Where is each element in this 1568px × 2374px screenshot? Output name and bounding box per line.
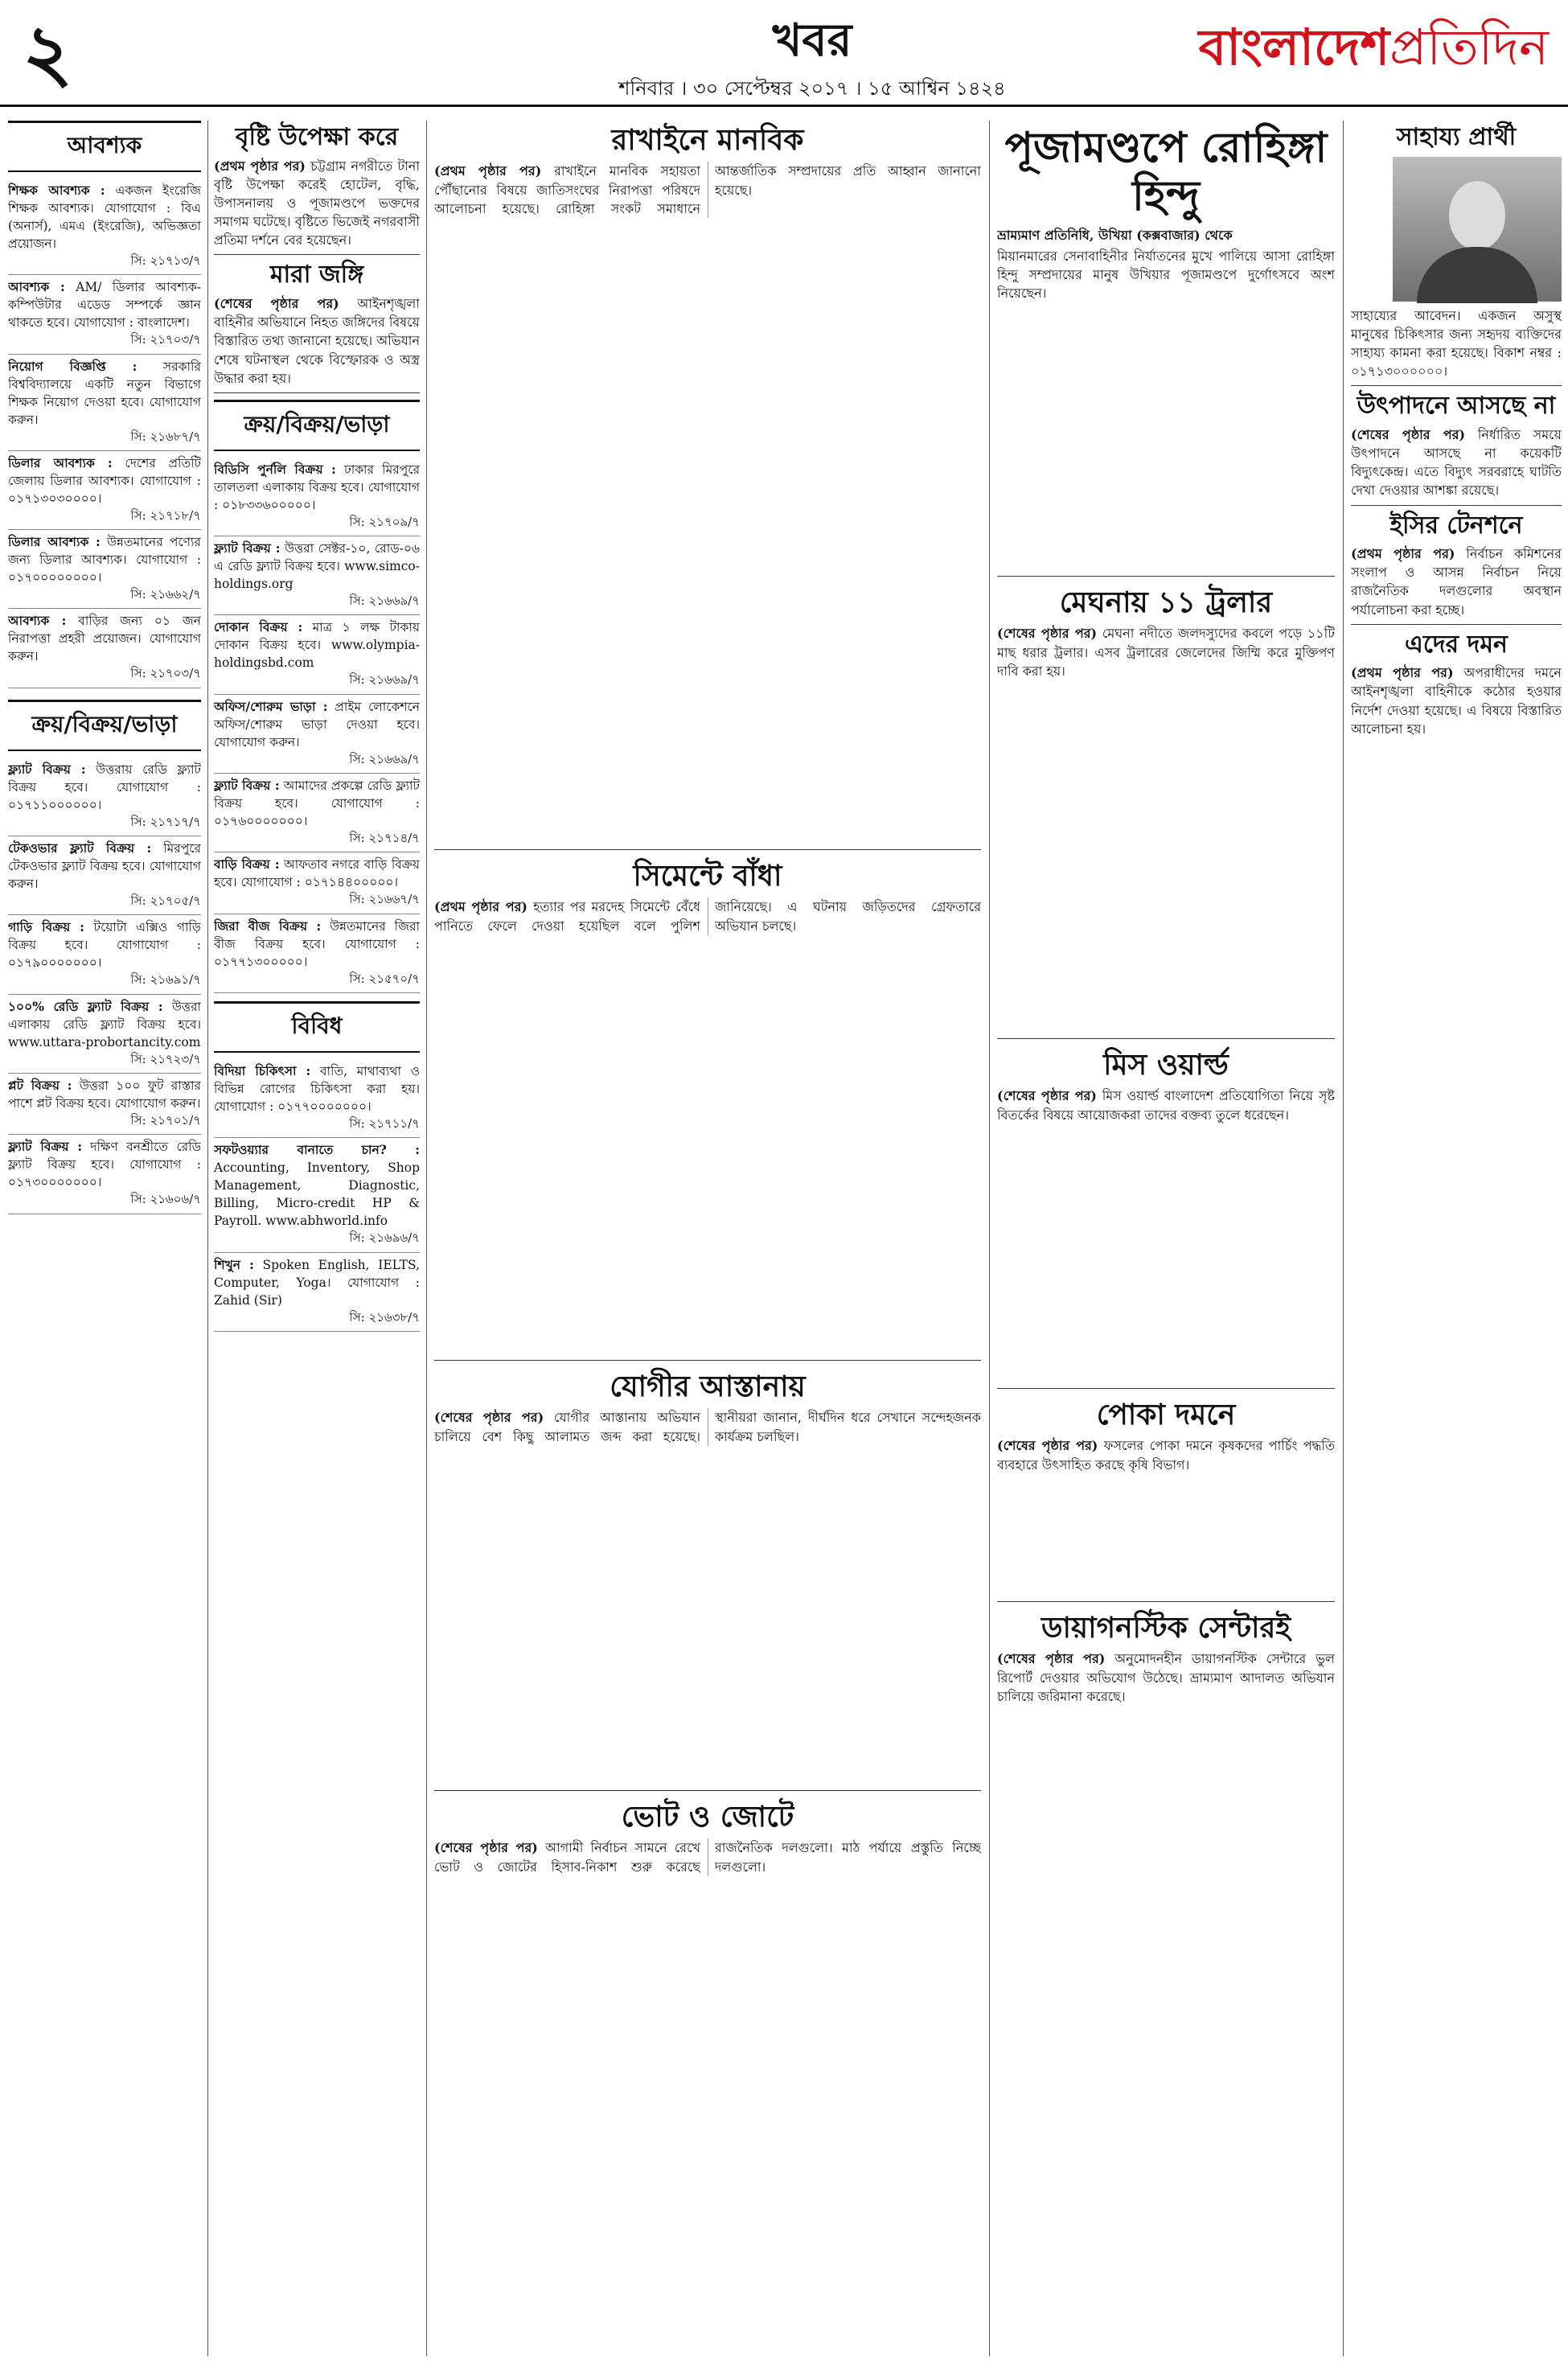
ad-lead: নিয়োগ বিজ্ঞপ্তি : — [8, 358, 138, 374]
story-text: মিস ওয়ার্ল্ড বাংলাদেশ প্রতিযোগিতা নিয়ে সৃষ্ট বিতর্কের বিষয়ে আয়োজকরা তাদের বক্তব্য তুলে ধরেছেন। — [997, 1088, 1335, 1123]
ad-code: সি: ২১৬৯১/৭ — [130, 972, 201, 988]
ad-lead: আবশ্যক : — [8, 279, 65, 295]
story-headline: পূজামণ্ডপে রোহিঙ্গা হিন্দু — [1004, 123, 1328, 220]
ad-code: সি: ২১৭০৩/৭ — [130, 332, 201, 347]
ad-lead: গাড়ি বিক্রয় : — [8, 919, 85, 935]
ad-code: সি: ২১৬৯৬/৭ — [349, 1230, 420, 1246]
ad-text: দেশের প্রতিটি জেলায় ডিলার আবশ্যক। যোগাযোগ : ০১৭১৩০৩০০০০। — [8, 455, 201, 506]
story-headline: মিস ওয়ার্ল্ড — [1103, 1048, 1229, 1082]
story-continuation: (প্রথম পৃষ্ঠার পর) — [434, 163, 542, 179]
ad-list — [8, 179, 201, 688]
ad-text: মিরপুরে টেকওভার ফ্ল্যাট বিক্রয় হবে। যোগাযোগ করুন। — [8, 841, 201, 892]
classifieds-column-1 — [8, 121, 201, 2356]
ad-code: সি: ২১৭১১/৭ — [349, 1115, 420, 1131]
story-body — [1351, 425, 1562, 500]
story-continuation: (প্রথম পৃষ্ঠার পর) — [434, 899, 527, 915]
ad-item — [214, 695, 420, 774]
ad-item — [8, 1135, 201, 1214]
story-headline: মারা জঙ্গি — [269, 261, 364, 290]
column-divider — [1343, 121, 1344, 2356]
ad-item — [214, 458, 420, 536]
story-headline: সাহায্য প্রার্থী — [1396, 123, 1517, 151]
ad-text: আমাদের প্রকল্পে রেডি ফ্ল্যাট বিক্রয় হবে। যোগাযোগ : ০১৭৬০০০০০০০। — [214, 778, 420, 829]
ad-item — [214, 774, 420, 852]
ad-item — [214, 615, 420, 694]
story-continuation: (প্রথম পৃষ্ঠার পর) — [1351, 546, 1455, 561]
ad-text: উত্তরা সেক্টর-১০, রোড-০৬ এ রেডি ফ্ল্যাট বিক্রয় হবে। www.simco-holdings.org — [214, 541, 420, 592]
ad-item — [8, 275, 201, 354]
ad-item — [8, 451, 201, 530]
column-divider — [207, 121, 208, 2356]
ad-code: সি: ২১৭০৫/৭ — [130, 893, 201, 909]
page-number: ২ — [23, 7, 73, 98]
story-text: নির্বাচন কমিশনের সংলাপ ও আসন্ন নির্বাচন নিয়ে রাজনৈতিক দলগুলোর অবস্থান পর্যালোচনা করা হচ্ছে। — [1351, 546, 1562, 618]
story-miss-world — [997, 1045, 1335, 1389]
ad-lead: শিখুন : — [214, 1256, 254, 1272]
story-poka — [997, 1395, 1335, 1602]
story-sahajya — [1351, 124, 1562, 386]
ad-text: একজন ইংরেজি শিক্ষক আবশ্যক। যোগাযোগ : বিএ (অনার্স), এমএ (ইংরেজি), অভিজ্ঞতা প্রয়োজন। — [8, 183, 201, 251]
ad-code: সি: ২১৭০১/৭ — [130, 1112, 201, 1127]
story-text: হত্যার পর মরদেহ সিমেন্টে বেঁধে পানিতে ফেলে দেওয়া হয়েছিল বলে পুলিশ জানিয়েছে। এ ঘটনায় জড়িতদের গ্রেফতারে অভিযান চলছে। — [434, 899, 981, 934]
story-body — [1351, 544, 1562, 619]
ad-text: AM/ ডিলার আবশ্যক- কম্পিউটার এডেড সম্পর্কে জ্ঞান থাকতে হবে। যোগাযোগ : বাংলাদেশ। — [8, 280, 201, 331]
classifieds-title: ক্রয়/বিক্রয়/ভাড়া — [8, 700, 201, 751]
ad-text: প্রাইম লোকেশনে অফিস/শোরুম ভাড়া দেওয়া হবে। যোগাযোগ করুন। — [214, 699, 420, 750]
ad-item — [214, 1059, 420, 1138]
ad-lead: সফটওয়্যার বানাতে চান? : — [214, 1142, 420, 1158]
story-body: সাহায্যের আবেদন। একজন অসুস্থ মানুষের চিকিৎসার জন্য সহৃদয় ব্যক্তিদের সাহায্য কামনা করা হয়েছে। বিকাশ নম্বর : ০১৭১৩০০০০০০। — [1351, 307, 1562, 380]
classifieds-title: আবশ্যক — [8, 121, 201, 172]
ad-code: সি: ২১৬৬৯/৭ — [349, 751, 420, 766]
classifieds-title: ক্রয়/বিক্রয়/ভাড়া — [214, 400, 420, 451]
story-continuation: (শেষের পৃষ্ঠার পর) — [997, 626, 1098, 642]
ad-lead: ডিলার আবশ্যক : — [8, 534, 101, 550]
story-headline: মেঘনায় ১১ ট্রলার — [1059, 585, 1273, 619]
story-body: মিয়ানমারের সেনাবাহিনীর নির্যাতনের মুখে পালিয়ে আসা রোহিঙ্গা হিন্দু সম্প্রদায়ের মানুষ উখিয়ার পূজামণ্ডপে দুর্গোৎসবে অংশ নিয়েছেন। — [997, 248, 1335, 301]
ad-text: ঢাকার মিরপুরে তালতলা এলাকায় বিক্রয় হবে। যোগাযোগ : ০১৮৩৩৬০০০০০। — [214, 462, 420, 512]
story-text: নির্ধারিত সময়ে উৎপাদনে আসছে না কয়েকটি বিদ্যুৎকেন্দ্র। এতে বিদ্যুৎ সরবরাহে ঘাটতি দেখা দেওয়ার আশঙ্কা রয়েছে। — [1351, 426, 1562, 499]
ad-text: উন্নতমানের পণ্যের জন্য ডিলার আবশ্যক। যোগাযোগ : ০১৭০০০০০০০০। — [8, 535, 201, 585]
story-continuation: (প্রথম পৃষ্ঠার পর) — [1351, 665, 1454, 681]
story-continuation: (শেষের পৃষ্ঠার পর) — [434, 1840, 538, 1856]
story-continuation: (শেষের পৃষ্ঠার পর) — [997, 1651, 1106, 1667]
ad-text: উত্তরায় রেডি ফ্ল্যাট বিক্রয় হবে। যোগাযোগ : ০১৭১১০০০০০০। — [8, 762, 201, 812]
ad-lead: ১০০% রেডি ফ্ল্যাট বিক্রয় : — [8, 998, 163, 1014]
story-utpadon — [1351, 392, 1562, 505]
ad-item — [8, 609, 201, 688]
ad-code: সি: ২১৫৭০/৭ — [349, 971, 420, 986]
ad-item — [214, 852, 420, 914]
story-text: রাখাইনে মানবিক সহায়তা পৌঁছানোর বিষয়ে জাতিসংঘের নিরাপত্তা পরিষদে আলোচনা হয়েছে। রোহিঙ্গা সংকট সমাধানে আন্তর্জাতিক সম্প্রদায়ের প্রতি আহ্বান জানানো হয়েছে। — [434, 163, 981, 216]
story-diagnostic — [997, 1608, 1335, 2337]
ad-item — [8, 355, 201, 451]
ad-lead: বাড়ি বিক্রয় : — [214, 856, 280, 873]
ad-lead: আবশ্যক : — [8, 613, 67, 629]
story-text: ফসলের পোকা দমনে কৃষকদের পার্চিং পদ্ধতি ব্যবহারে উৎসাহিত করছে কৃষি বিভাগ। — [997, 1438, 1335, 1472]
story-body — [434, 1408, 981, 1445]
ad-lead: টেকওভার ফ্ল্যাট বিক্রয় : — [8, 840, 152, 856]
story-continuation: (শেষের পৃষ্ঠার পর) — [1351, 426, 1466, 442]
story-text: যোগীর আস্তানায় অভিযান চালিয়ে বেশ কিছু আলামত জব্দ করা হয়েছে। স্থানীয়রা জানান, দীর্ঘদিন ধরে সেখানে সন্দেহজনক কার্যক্রম চলছিল। — [434, 1410, 981, 1444]
ad-code: সি: ২১৭২৩/৭ — [130, 1051, 201, 1066]
story-headline: ডায়াগনস্টিক সেন্টারই — [1041, 1611, 1291, 1645]
story-headline: রাখাইনে মানবিক — [611, 123, 804, 157]
story-text: অনুমোদনহীন ডায়াগনস্টিক সেন্টারে ভুল রিপোর্ট দেওয়ার অভিযোগ উঠেছে। ভ্রাম্যমাণ আদালত অভিযান চালিয়ে জরিমানা করেছে। — [997, 1651, 1335, 1704]
ad-list — [214, 1059, 420, 1332]
ad-text: বাতি, মাথাব্যথা ও বিভিন্ন রোগের চিকিৎসা করা হয়। যোগাযোগ : ০১৭৭০০০০০০০। — [214, 1063, 420, 1114]
ad-item — [8, 915, 201, 994]
ad-text: মাত্র ১ লক্ষ টাকায় দোকান বিক্রয় হবে। www.olympia-holdingsbd.com — [214, 620, 420, 671]
story-body — [997, 1086, 1335, 1123]
ad-code: সি: ২১৭১৮/৭ — [130, 507, 201, 523]
story-vote — [434, 1797, 981, 2333]
center-news-block — [434, 121, 981, 2356]
ad-code: সি: ২১৬৬৭/৭ — [349, 892, 420, 907]
ad-item — [214, 1138, 420, 1252]
story-cement — [434, 856, 981, 1361]
ad-code: সি: ২১৬৬৯/৭ — [349, 672, 420, 688]
ad-item — [8, 1074, 201, 1135]
story-headline: সিমেন্টে বাঁধা — [633, 859, 782, 893]
story-jongi — [214, 261, 420, 392]
section-title: খবর — [772, 14, 852, 67]
ad-item — [214, 914, 420, 993]
ad-lead: শিক্ষক আবশ্যক : — [8, 183, 105, 198]
ad-item — [214, 1253, 420, 1332]
ad-code: সি: ২১৬০৬/৭ — [130, 1192, 201, 1207]
story-continuation: (শেষের পৃষ্ঠার পর) — [214, 295, 339, 311]
ad-lead: প্লট বিক্রয় : — [8, 1077, 72, 1093]
story-body — [214, 157, 420, 250]
ad-list — [214, 458, 420, 993]
ad-code: সি: ২১৬৬২/৭ — [130, 587, 201, 602]
story-body — [997, 624, 1335, 680]
ad-text: বাড়ির জন্য ০১ জন নিরাপত্তা প্রহরী প্রয়োজন। যোগাযোগ করুন। — [8, 614, 201, 664]
ad-code: সি: ২১৭০৯/৭ — [349, 514, 420, 529]
story-headline: পোকা দমনে — [1096, 1398, 1236, 1431]
story-text: আগামী নির্বাচন সামনে রেখে ভোট ও জোটের হিসাব-নিকাশ শুরু করেছে রাজনৈতিক দলগুলো। মাঠ পর্যায়ে প্রস্তুতি নিচ্ছে দলগুলো। — [434, 1840, 981, 1875]
ad-code: সি: ২১৭০৩/৭ — [130, 666, 201, 681]
ad-lead: বিডিসি পুর্নলি বিক্রয় : — [214, 461, 336, 477]
column-divider — [989, 121, 990, 2356]
story-body — [214, 294, 420, 388]
story-text: আইনশৃঙ্খলা বাহিনীর অভিযানে নিহত জঙ্গিদের বিষয়ে বিস্তারিত তথ্য জানানো হয়েছে। অভিযান শেষে ঘটনাস্থল থেকে বিস্ফোরক ও অস্ত্র উদ্ধার করা হয়। — [214, 295, 420, 386]
masthead — [0, 0, 1568, 107]
ad-item — [8, 179, 201, 275]
ad-lead: ফ্ল্যাট বিক্রয় : — [214, 778, 280, 794]
ad-item — [214, 536, 420, 615]
story-continuation: (শেষের পৃষ্ঠার পর) — [997, 1088, 1097, 1104]
story-continuation: (শেষের পৃষ্ঠার পর) — [997, 1438, 1098, 1454]
story-body — [434, 1838, 981, 1875]
ad-text: Spoken English, IELTS, Computer, Yoga। যোগাযোগ : Zahid (Sir) — [214, 1257, 420, 1308]
news-column-2 — [214, 121, 420, 2356]
newspaper-logo — [1198, 18, 1549, 76]
ad-code: সি: ২১৭১৭/৭ — [130, 814, 201, 829]
ad-code: সি: ২১৬৩৮/৭ — [349, 1309, 420, 1325]
story-continuation: (প্রথম পৃষ্ঠার পর) — [214, 158, 306, 174]
story-headline: যোগীর আস্তানায় — [610, 1370, 806, 1403]
right-column — [1351, 121, 1562, 2356]
story-byline: ভ্রাম্যমাণ প্রতিনিধি, উখিয়া (কক্সবাজার) থেকে — [997, 227, 1233, 243]
ad-item — [8, 836, 201, 915]
story-meghna — [997, 583, 1335, 1039]
ad-code: সি: ২১৭১৩/৭ — [130, 253, 201, 268]
ad-item — [8, 530, 201, 609]
ad-text: দক্ষিণ বনশ্রীতে রেডি ফ্ল্যাট বিক্রয় হবে। যোগাযোগ : ০১৭৩০০০০০০০। — [8, 1140, 201, 1190]
ad-item — [8, 758, 201, 836]
story-body — [997, 1649, 1335, 1706]
ad-code: সি: ২১৬৬৯/৭ — [349, 594, 420, 609]
story-body — [434, 897, 981, 934]
ad-text: উত্তরা এলাকায় রেডি ফ্ল্যাট বিক্রয় হবে। www.uttara-probortancity.com — [8, 999, 201, 1049]
shoulder-shape — [1417, 247, 1537, 303]
ad-lead: জিরা বীজ বিক্রয় : — [214, 918, 322, 934]
story-bristi — [214, 124, 420, 255]
story-isi — [1351, 512, 1562, 625]
ad-lead: দোকান বিক্রয় : — [214, 619, 303, 635]
dateline: শনিবার । ৩০ সেপ্টেম্বর ২০১৭ । ১৫ আশ্বিন ১৪২৪ — [618, 77, 1006, 100]
ad-lead: ডিলার আবশ্যক : — [8, 454, 113, 470]
story-headline: ইসির টেনশনে — [1389, 511, 1523, 540]
story-headline: এদের দমন — [1405, 630, 1508, 659]
ad-code: সি: ২১৭১৪/৭ — [349, 831, 420, 846]
ad-code: সি: ২১৬৮৭/৭ — [130, 429, 201, 444]
story-body — [434, 162, 981, 218]
ad-list — [8, 758, 201, 1214]
ad-lead: ফ্ল্যাট বিক্রয় : — [214, 540, 281, 557]
column-divider — [426, 121, 427, 2356]
ad-item — [8, 995, 201, 1074]
story-body — [997, 1436, 1335, 1473]
ad-text: Accounting, Inventory, Shop Management, Diagnostic, Billing, Micro-credit HP & Payroll. www.abhworld.info — [214, 1160, 420, 1229]
story-headline: ভোট ও জোটে — [621, 1800, 794, 1834]
ad-text: উত্তরা ১০০ ফুট রাস্তার পাশে প্লট বিক্রয় হবে। যোগাযোগ করুন। — [8, 1078, 201, 1111]
story-text: মেঘনা নদীতে জলদস্যুদের কবলে পড়ে ১১টি মাছ ধরার ট্রলার। এসব ট্রলারের জেলেদের জিম্মি করে মুক্তিপণ দাবি করা হয়। — [997, 626, 1335, 679]
ad-text: উন্নতমানের জিরা বীজ বিক্রয় হবে। যোগাযোগ : ০১৭৭১৩০০০০০। — [214, 918, 420, 969]
story-text: অপরাধীদের দমনে আইনশৃঙ্খলা বাহিনীকে কঠোর হওয়ার নির্দেশ দেওয়া হয়েছে। এ বিষয়ে বিস্তারিত আলোচনা হয়। — [1351, 665, 1562, 737]
ad-lead: অফিস/শোরুম ভাড়া : — [214, 698, 328, 714]
ad-text: সরকারি বিশ্ববিদ্যালয়ে একটি নতুন বিভাগে শিক্ষক নিয়োগ দেওয়া হবে। যোগাযোগ করুন। — [8, 359, 201, 427]
ad-lead: ফ্ল্যাট বিক্রয় : — [8, 761, 86, 777]
story-domon — [1351, 631, 1562, 743]
story-text: চট্টগ্রাম নগরীতে টানা বৃষ্টি উপেক্ষা করেই হোটেল, বৃদ্ধি, উপাসনালয় ও পূজামণ্ডপে ভক্তদের সমাগম ঘটেছে। বৃষ্টিতে ভিজেই নগরবাসী প্রতিমা দর্শনে বের হয়েছেন। — [214, 158, 420, 248]
person-photo — [1393, 157, 1562, 302]
face-shape — [1449, 181, 1505, 250]
brand-first: বাংলাদেশ — [1198, 18, 1390, 76]
ad-lead: ফ্ল্যাট বিক্রয় : — [8, 1139, 83, 1155]
story-jogi — [434, 1367, 981, 1791]
right-news-block — [997, 121, 1335, 2356]
ad-text: টয়োটা এক্সিও গাড়ি বিক্রয় হবে। যোগাযোগ : ০১৭৯০০০০০০০। — [8, 920, 201, 971]
story-headline: বৃষ্টি উপেক্ষা করে — [235, 123, 399, 151]
brand-second: প্রতিদিন — [1389, 18, 1549, 76]
classifieds-title: বিবিধ — [214, 1001, 420, 1053]
story-headline: উৎপাদনে আসছে না — [1357, 392, 1556, 421]
story-continuation: (শেষের পৃষ্ঠার পর) — [434, 1410, 544, 1426]
story-rakhine — [434, 121, 981, 850]
story-pujamandap — [997, 121, 1335, 577]
story-body — [1351, 663, 1562, 738]
ad-lead: বিদিয়া চিকিৎসা : — [214, 1062, 311, 1078]
ad-text: আফতাব নগরে বাড়ি বিক্রয় হবে। যোগাযোগ : ০১৭১৪৪০০০০০। — [214, 857, 420, 890]
